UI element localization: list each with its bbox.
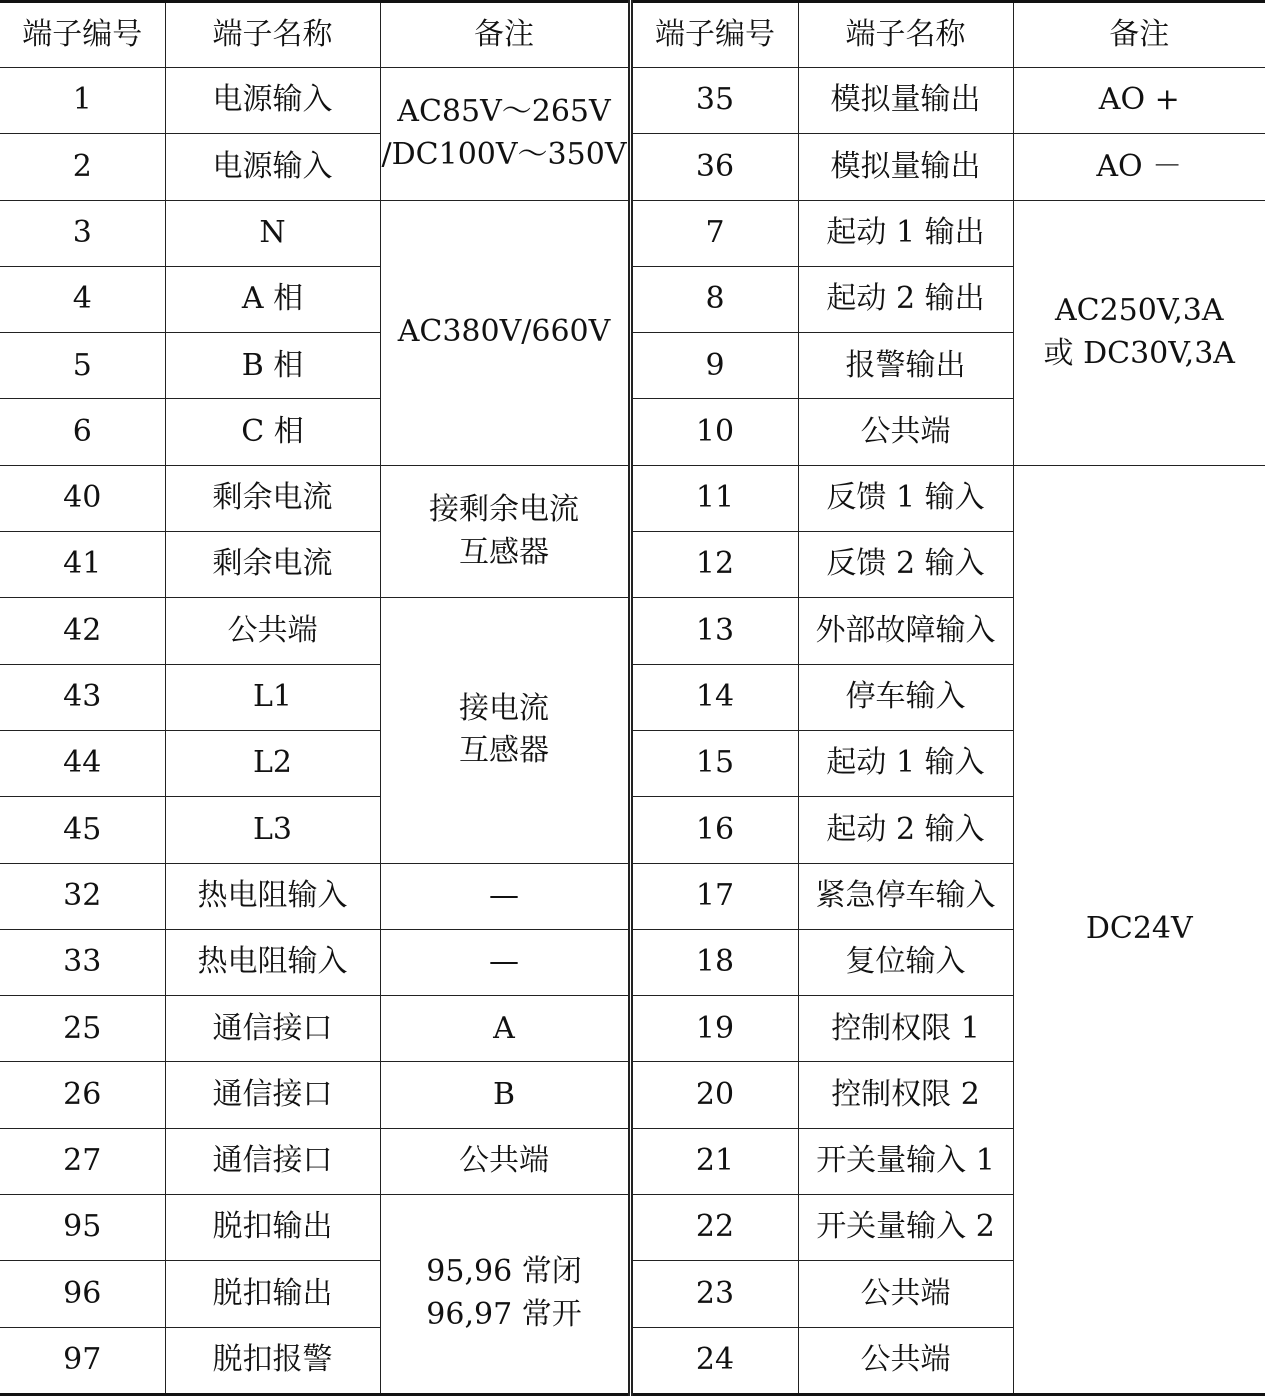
- terminal-name: 报警输出: [798, 333, 1013, 399]
- terminal-no: 18: [630, 929, 798, 995]
- header-terminal-no-left: 端子编号: [0, 2, 165, 68]
- header-remark-left: 备注: [380, 2, 630, 68]
- terminal-no: 41: [0, 532, 165, 598]
- terminal-name: 公共端: [798, 399, 1013, 465]
- terminal-no: 9: [630, 333, 798, 399]
- terminal-no: 32: [0, 863, 165, 929]
- terminal-name: L3: [165, 797, 380, 863]
- remark-ao-minus: AO －: [1013, 134, 1265, 200]
- terminal-name: 起动 1 输出: [798, 200, 1013, 266]
- terminal-no: 35: [630, 68, 798, 134]
- table-row: [0, 68, 1265, 134]
- terminal-name: 控制权限 2: [798, 1062, 1013, 1128]
- header-row: [0, 2, 1265, 68]
- terminal-name: 开关量输入 1: [798, 1128, 1013, 1194]
- terminal-no: 33: [0, 929, 165, 995]
- terminal-no: 95: [0, 1195, 165, 1261]
- terminal-name: L1: [165, 664, 380, 730]
- terminal-name: 电源输入: [165, 134, 380, 200]
- terminal-no: 19: [630, 996, 798, 1062]
- terminal-name: 起动 2 输入: [798, 797, 1013, 863]
- terminal-name: A 相: [165, 266, 380, 332]
- terminal-name: N: [165, 200, 380, 266]
- remark-trip: 95,96 常闭 96,97 常开: [380, 1195, 630, 1395]
- remark-comm-b: B: [380, 1062, 630, 1128]
- terminal-no: 8: [630, 266, 798, 332]
- terminal-no: 42: [0, 598, 165, 664]
- terminal-name: 热电阻输入: [165, 863, 380, 929]
- table-row: [0, 134, 1265, 200]
- terminal-name: 停车输入: [798, 664, 1013, 730]
- terminal-no: 16: [630, 797, 798, 863]
- remark-phase: AC380V/660V: [380, 200, 630, 465]
- terminal-no: 6: [0, 399, 165, 465]
- remark-relay: AC250V,3A 或 DC30V,3A: [1013, 200, 1265, 465]
- terminal-name: 剩余电流: [165, 532, 380, 598]
- remark-ct: 接电流 互感器: [380, 598, 630, 863]
- terminal-no: 23: [630, 1261, 798, 1327]
- terminal-no: 21: [630, 1128, 798, 1194]
- terminal-no: 17: [630, 863, 798, 929]
- terminal-name: B 相: [165, 333, 380, 399]
- remark-ao-plus: AO +: [1013, 68, 1265, 134]
- terminal-name: 脱扣输出: [165, 1195, 380, 1261]
- terminal-name: 起动 2 输出: [798, 266, 1013, 332]
- terminal-name: 起动 1 输入: [798, 730, 1013, 796]
- terminal-name: 脱扣报警: [165, 1327, 380, 1394]
- terminal-name: 脱扣输出: [165, 1261, 380, 1327]
- table-row: [0, 465, 1265, 531]
- terminal-name: 通信接口: [165, 1062, 380, 1128]
- terminal-name: 通信接口: [165, 996, 380, 1062]
- terminal-no: 20: [630, 1062, 798, 1128]
- header-terminal-name-left: 端子名称: [165, 2, 380, 68]
- remark-power: AC85V～265V /DC100V～350V: [380, 68, 630, 201]
- terminal-name: 反馈 1 输入: [798, 465, 1013, 531]
- terminal-no: 25: [0, 996, 165, 1062]
- terminal-no: 10: [630, 399, 798, 465]
- terminal-name: 反馈 2 输入: [798, 532, 1013, 598]
- table-row: [0, 200, 1265, 266]
- terminal-name: 通信接口: [165, 1128, 380, 1194]
- terminal-no: 44: [0, 730, 165, 796]
- terminal-no: 45: [0, 797, 165, 863]
- header-terminal-no-right: 端子编号: [630, 2, 798, 68]
- terminal-name: 复位输入: [798, 929, 1013, 995]
- terminal-name: C 相: [165, 399, 380, 465]
- remark-dc24: DC24V: [1013, 465, 1265, 1394]
- terminal-name: 公共端: [798, 1327, 1013, 1394]
- terminal-no: 26: [0, 1062, 165, 1128]
- terminal-no: 13: [630, 598, 798, 664]
- header-terminal-name-right: 端子名称: [798, 2, 1013, 68]
- remark-residual: 接剩余电流 互感器: [380, 465, 630, 598]
- terminal-name: 外部故障输入: [798, 598, 1013, 664]
- remark-comm-common: 公共端: [380, 1128, 630, 1194]
- terminal-no: 40: [0, 465, 165, 531]
- header-remark-right: 备注: [1013, 2, 1265, 68]
- terminal-name: 开关量输入 2: [798, 1195, 1013, 1261]
- terminal-no: 1: [0, 68, 165, 134]
- terminal-no: 36: [630, 134, 798, 200]
- terminal-name: 电源输入: [165, 68, 380, 134]
- terminal-no: 14: [630, 664, 798, 730]
- terminal-name: 模拟量输出: [798, 134, 1013, 200]
- terminal-no: 11: [630, 465, 798, 531]
- terminal-no: 7: [630, 200, 798, 266]
- terminal-name: 公共端: [165, 598, 380, 664]
- terminal-no: 5: [0, 333, 165, 399]
- terminal-no: 12: [630, 532, 798, 598]
- terminal-name: 控制权限 1: [798, 996, 1013, 1062]
- terminal-no: 24: [630, 1327, 798, 1394]
- terminal-name: 紧急停车输入: [798, 863, 1013, 929]
- terminal-no: 2: [0, 134, 165, 200]
- remark-rtd-2: —: [380, 929, 630, 995]
- terminal-no: 3: [0, 200, 165, 266]
- terminal-name: 公共端: [798, 1261, 1013, 1327]
- terminal-name: 热电阻输入: [165, 929, 380, 995]
- remark-rtd-1: —: [380, 863, 630, 929]
- remark-comm-a: A: [380, 996, 630, 1062]
- terminal-name: 模拟量输出: [798, 68, 1013, 134]
- terminal-no: 27: [0, 1128, 165, 1194]
- terminal-no: 15: [630, 730, 798, 796]
- terminal-no: 43: [0, 664, 165, 730]
- terminal-name: 剩余电流: [165, 465, 380, 531]
- terminal-no: 4: [0, 266, 165, 332]
- terminal-no: 97: [0, 1327, 165, 1394]
- terminal-name: L2: [165, 730, 380, 796]
- terminal-no: 22: [630, 1195, 798, 1261]
- terminal-no: 96: [0, 1261, 165, 1327]
